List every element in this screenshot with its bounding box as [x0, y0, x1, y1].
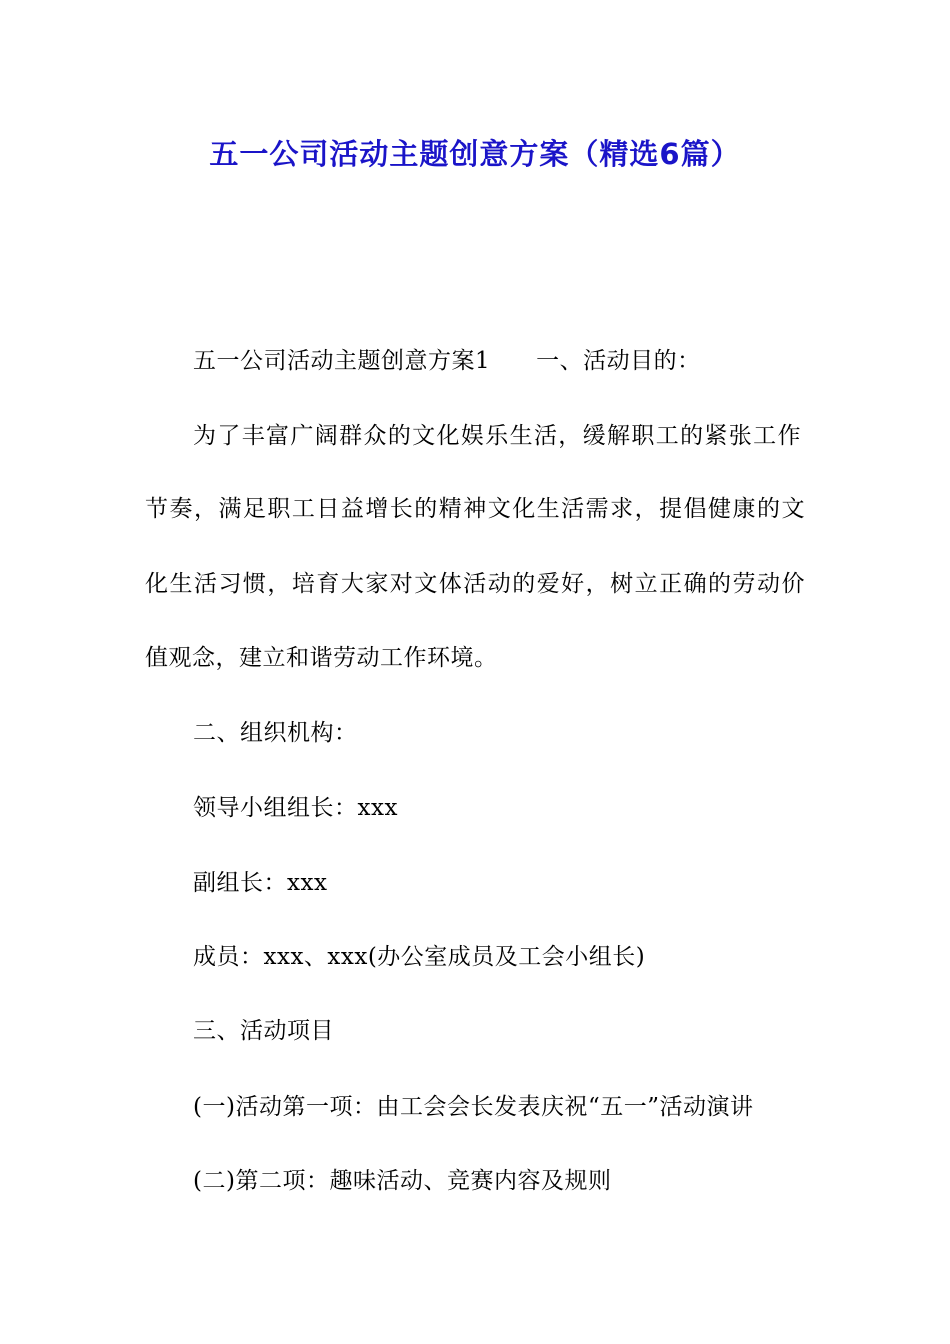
members-line: 成员：xxx、xxx(办公室成员及工会小组长) [193, 944, 646, 970]
purpose-line-1: 为了丰富广阔群众的文化娱乐生活，缓解职工的紧张工作 [193, 423, 801, 449]
purpose-line-4: 值观念，建立和谐劳动工作环境。 [145, 645, 498, 671]
leader-line: 领导小组组长：xxx [193, 795, 398, 821]
section-three-heading: 三、活动项目 [193, 1018, 334, 1044]
deputy-line: 副组长：xxx [193, 870, 328, 896]
section-one-heading: 一、活动目的： [536, 348, 701, 374]
intro-line [193, 346, 858, 376]
intro-heading: 五一公司活动主题创意方案1 [193, 348, 491, 374]
item-two-line: (二)第二项：趣味活动、竞赛内容及规则 [193, 1168, 612, 1194]
item-one-line: (一)活动第一项：由工会会长发表庆祝“五一”活动演讲 [193, 1094, 754, 1120]
purpose-line-2: 节奏，满足职工日益增长的精神文化生活需求，提倡健康的文 [145, 496, 805, 522]
purpose-line-3: 化生活习惯，培育大家对文体活动的爱好，树立正确的劳动价 [145, 571, 805, 597]
document-title: 五一公司活动主题创意方案（精选6篇） [209, 137, 741, 171]
section-two-heading: 二、组织机构： [193, 720, 358, 746]
